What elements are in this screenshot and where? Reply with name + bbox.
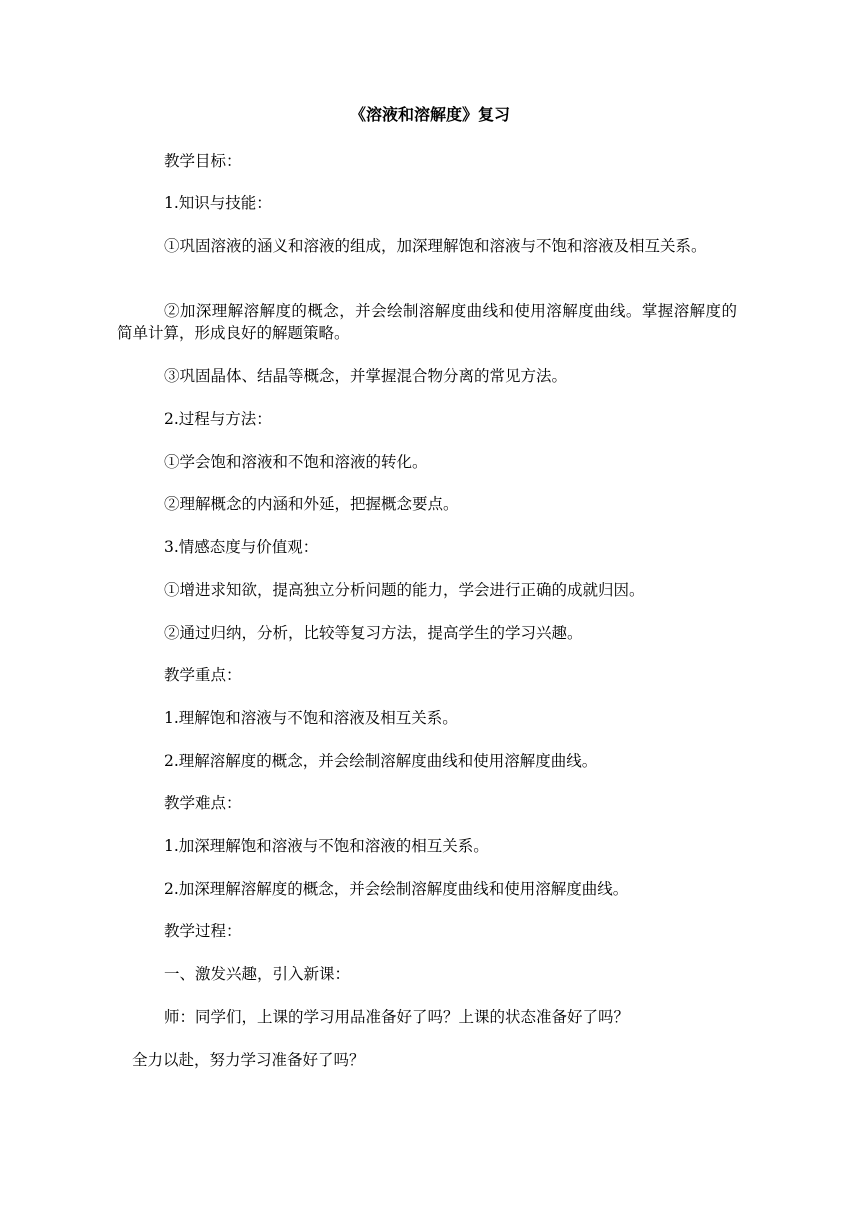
paragraph-objective-2-1: ①学会饱和溶液和不饱和溶液的转化。	[164, 453, 428, 471]
paragraph-difficulty-1: 1.加深理解饱和溶液与不饱和溶液的相互关系。	[164, 837, 489, 855]
paragraph-emotion-values: 3.情感态度与价值观：	[164, 538, 319, 556]
paragraph-objective-1-3: ③巩固晶体、结晶等概念，并掌握混合物分离的常见方法。	[164, 367, 568, 385]
paragraph-process-methods: 2.过程与方法：	[164, 410, 272, 428]
paragraph-key-point-2: 2.理解溶解度的概念，并会绘制溶解度曲线和使用溶解度曲线。	[164, 752, 598, 770]
paragraph-objective-3-2: ②通过归纳，分析，比较等复习方法，提高学生的学习兴趣。	[164, 624, 583, 642]
paragraph-difficulties: 教学难点：	[164, 794, 242, 812]
paragraph-teaching-objectives: 教学目标：	[164, 152, 242, 170]
paragraph-teacher-line-1: 师：同学们，上课的学习用品准备好了吗？上课的状态准备好了吗？	[164, 1008, 630, 1026]
paragraph-objective-1-2: ②加深理解溶解度的概念，并会绘制溶解度曲线和使用溶解度曲线。掌握溶解度的简单计算，形成良好的解题策略。	[117, 302, 737, 342]
paragraph-key-points: 教学重点：	[164, 666, 242, 684]
paragraph-objective-1-1: ①巩固溶液的涵义和溶液的组成，加深理解饱和溶液与不饱和溶液及相互关系。	[164, 237, 707, 255]
paragraph-key-point-1: 1.理解饱和溶液与不饱和溶液及相互关系。	[164, 709, 458, 727]
paragraph-difficulty-2: 2.加深理解溶解度的概念，并会绘制溶解度曲线和使用溶解度曲线。	[164, 880, 629, 898]
paragraph-knowledge-skills: 1.知识与技能：	[164, 194, 272, 212]
paragraph-objective-2-2: ②理解概念的内涵和外延，把握概念要点。	[164, 495, 459, 513]
document-title: 《溶液和溶解度》复习	[349, 105, 510, 124]
paragraph-section-1-heading: 一、激发兴趣，引入新课：	[164, 965, 351, 983]
paragraph-objective-3-1: ①增进求知欲，提高独立分析问题的能力，学会进行正确的成就归因。	[164, 581, 645, 599]
paragraph-teacher-line-2: 全力以赴，努力学习准备好了吗？	[132, 1051, 365, 1069]
paragraph-teaching-process: 教学过程：	[164, 922, 242, 940]
